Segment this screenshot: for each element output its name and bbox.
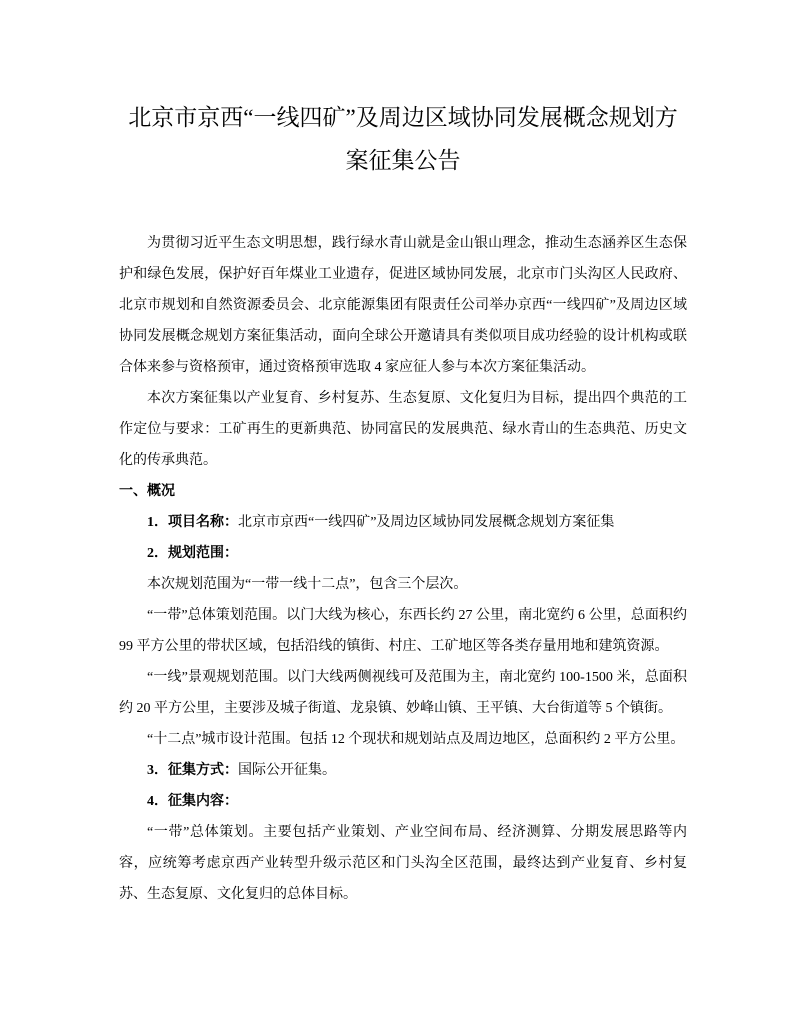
text-run: “一带”总体策划。主要包括产业策划、产业空间布局、经济测算、分期发展思路等内容，应统筹考虑京西产业转型升级示范区和门头沟全区范围，最终达到产业复育、乡村复苏、生态复原、文化复归的总体目标。	[119, 825, 687, 902]
doc-paragraph	[119, 662, 687, 724]
doc-paragraph	[119, 755, 687, 786]
text-run: 北京市京西“一线四矿”及周边区域协同发展概念规划方案征集	[238, 515, 615, 530]
document-title: 北京市京西“一线四矿”及周边区域协同发展概念规划方案征集公告	[128, 105, 678, 173]
text-run: “一线”景观规划范围。以门大线两侧视线可及范围为主，南北宽约 100-1500 米，总面积约 20 平方公里，主要涉及城子街道、龙泉镇、妙峰山镇、王平镇、大台街道等 5 个镇街。	[119, 670, 687, 716]
doc-paragraph	[119, 538, 687, 569]
doc-paragraph	[119, 786, 687, 817]
text-run: 国际公开征集。	[238, 763, 336, 778]
bold-text-run: 一、概况	[119, 484, 175, 499]
doc-paragraph	[119, 569, 687, 600]
bold-text-run: 1．项目名称：	[147, 515, 238, 530]
section-heading	[119, 476, 687, 507]
bold-text-run: 2．规划范围：	[147, 546, 238, 561]
text-run: 本次方案征集以产业复育、乡村复苏、生态复原、文化复归为目标，提出四个典范的工作定位与要求：工矿再生的更新典范、协同富民的发展典范、绿水青山的生态典范、历史文化的传承典范。	[119, 391, 687, 468]
doc-paragraph	[119, 600, 687, 662]
document-body	[119, 228, 687, 910]
doc-paragraph	[119, 817, 687, 910]
doc-paragraph	[119, 228, 687, 383]
text-run: “十二点”城市设计范围。包括 12 个现状和规划站点及周边地区，总面积约 2 平方公里。	[147, 732, 685, 747]
doc-paragraph	[119, 724, 687, 755]
text-run: 为贯彻习近平生态文明思想，践行绿水青山就是金山银山理念，推动生态涵养区生态保护和绿色发展，保护好百年煤业工业遗存，促进区域协同发展，北京市门头沟区人民政府、北京市规划和自然资源委员会、北京能源集团有限责任公司举办京西“一线四矿”及周边区域协同发展概念规划方案征集活动，面向全球公开邀请具有类似项目成功经验的设计机构或联合体来参与资格预审，通过资格预审选取 4 家应征人参与本次方案征集活动。	[119, 236, 687, 375]
text-run: 本次规划范围为“一带一线十二点”，包含三个层次。	[147, 577, 468, 592]
bold-text-run: 3．征集方式：	[147, 763, 238, 778]
text-run: “一带”总体策划范围。以门大线为核心，东西长约 27 公里，南北宽约 6 公里，总面积约 99 平方公里的带状区域，包括沿线的镇街、村庄、工矿地区等各类存量用地和建筑资源。	[119, 608, 687, 654]
doc-paragraph	[119, 507, 687, 538]
bold-text-run: 4．征集内容：	[147, 794, 238, 809]
doc-paragraph	[119, 383, 687, 476]
